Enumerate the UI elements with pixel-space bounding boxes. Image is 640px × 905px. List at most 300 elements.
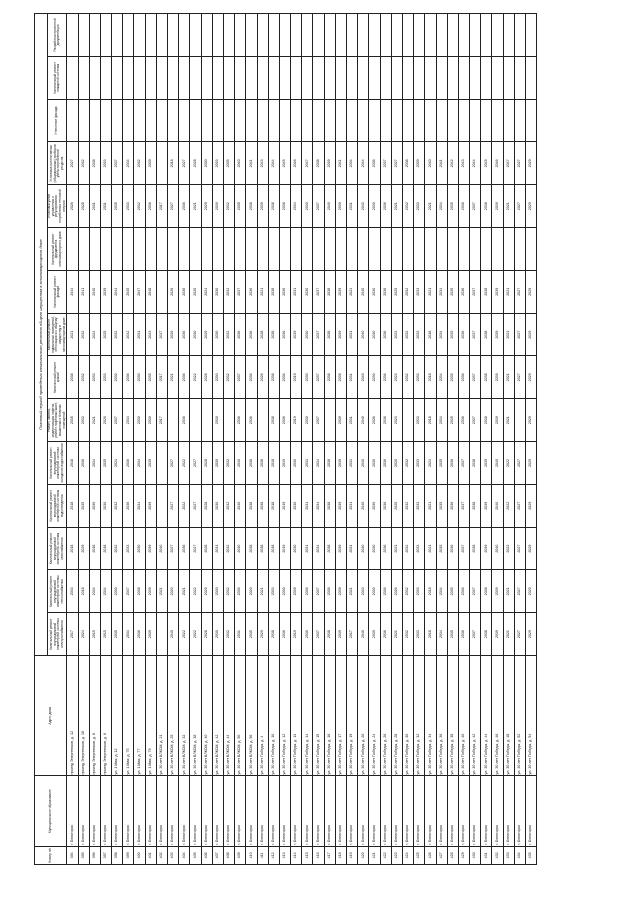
row-year-cell: 2027 — [391, 142, 402, 185]
table-row — [302, 14, 313, 865]
row-year-cell: 2041 — [436, 142, 447, 185]
row-year-cell — [391, 99, 402, 142]
row-year-cell — [324, 14, 335, 57]
row-year-cell: 2036 — [246, 356, 257, 399]
row-year-cell: 2037 — [470, 570, 481, 613]
row-year-cell — [380, 14, 391, 57]
row-year-cell: 2038 — [257, 527, 268, 570]
row-year-cell — [156, 270, 167, 313]
row-year-cell: 2022 — [179, 442, 190, 485]
row-number: 433 — [503, 846, 514, 864]
row-year-cell: 2017 — [156, 399, 167, 442]
table-row — [458, 14, 469, 865]
row-year-cell: 2034 — [313, 484, 324, 527]
row-year-cell: 2030 — [302, 399, 313, 442]
row-year-cell — [89, 228, 100, 271]
row-year-cell — [347, 56, 358, 99]
row-year-cell — [100, 56, 111, 99]
row-year-cell: 2017 — [156, 356, 167, 399]
row-year-cell: 2038 — [324, 570, 335, 613]
row-year-cell — [291, 56, 302, 99]
row-year-cell — [168, 228, 179, 271]
row-address: ул. 30 лет ВЛКСМ, д. 40 — [201, 656, 212, 776]
row-year-cell: 2030 — [369, 313, 380, 356]
row-year-cell: 2036 — [179, 270, 190, 313]
row-year-cell — [246, 99, 257, 142]
header-work-4: Капитальный ремонт внутридомовой инженерной системы водоотведения — [48, 484, 67, 527]
row-address: ул. 1 Мая, д. 77 — [134, 656, 145, 776]
row-year-cell — [335, 99, 346, 142]
row-municipality: г. Белогорск — [335, 776, 346, 846]
row-year-cell: 2036 — [302, 570, 313, 613]
row-year-cell: 2031 — [235, 613, 246, 656]
row-year-cell: 2039 — [335, 442, 346, 485]
row-year-cell: 2035 — [100, 442, 111, 485]
row-year-cell: 2032 — [112, 484, 123, 527]
row-year-cell: 2036 — [179, 313, 190, 356]
row-address: ул. 1 Мая, д. 12 — [112, 656, 123, 776]
row-year-cell: 2035 — [235, 185, 246, 228]
row-year-cell: 2036 — [279, 613, 290, 656]
row-year-cell: 2044 — [67, 270, 78, 313]
row-year-cell: 2038 — [257, 442, 268, 485]
row-address: ул. 30 лет Победы, д. 46 — [492, 656, 503, 776]
row-year-cell — [302, 228, 313, 271]
row-year-cell: 2021 — [503, 185, 514, 228]
row-year-cell — [201, 99, 212, 142]
row-year-cell: 2038 — [246, 185, 257, 228]
header-work-5: Капитальный ремонт внутридомовой инженерной системы холодного водоснабжения — [48, 442, 67, 485]
row-year-cell: 2025 — [391, 270, 402, 313]
row-number: 426 — [425, 846, 436, 864]
row-year-cell: 2037 — [313, 185, 324, 228]
row-municipality: г. Белогорск — [145, 776, 156, 846]
row-year-cell: 2034 — [123, 399, 134, 442]
row-year-cell: 2038 — [402, 142, 413, 185]
row-year-cell — [335, 56, 346, 99]
row-number: 399 — [123, 846, 134, 864]
row-year-cell — [302, 56, 313, 99]
row-year-cell — [212, 14, 223, 57]
row-municipality: г. Белогорск — [134, 776, 145, 846]
row-year-cell — [179, 14, 190, 57]
row-year-cell: 2036 — [447, 484, 458, 527]
row-year-cell: 2028 — [201, 484, 212, 527]
row-year-cell: 2031 — [347, 399, 358, 442]
row-year-cell — [324, 399, 335, 442]
row-year-cell: 2018 — [425, 399, 436, 442]
table-row — [324, 14, 335, 865]
row-year-cell: 2039 — [145, 442, 156, 485]
row-year-cell — [380, 228, 391, 271]
row-year-cell — [212, 228, 223, 271]
row-year-cell — [447, 14, 458, 57]
header-work-2: Капитальный ремонт внутридомовой инженерной системы теплоснабжения — [48, 570, 67, 613]
row-year-cell — [347, 99, 358, 142]
row-year-cell: 2027 — [168, 442, 179, 485]
table-row — [201, 14, 212, 865]
row-year-cell: 2037 — [112, 399, 123, 442]
row-year-cell: 2034 — [291, 185, 302, 228]
table-row — [447, 14, 458, 865]
row-year-cell: 2033 — [268, 570, 279, 613]
row-year-cell — [123, 14, 134, 57]
row-number: 413 — [279, 846, 290, 864]
table-row — [212, 14, 223, 865]
row-year-cell: 2026 — [168, 270, 179, 313]
row-municipality: г. Белогорск — [67, 776, 78, 846]
row-year-cell: 2030 — [302, 613, 313, 656]
row-year-cell: 2030 — [212, 484, 223, 527]
row-year-cell: 2022 — [179, 613, 190, 656]
row-year-cell: 2021 — [89, 399, 100, 442]
row-year-cell: 2021 — [112, 442, 123, 485]
row-address: проезд Энергетиков, д. 8 — [89, 656, 100, 776]
repair-schedule-table — [34, 13, 537, 865]
row-address: ул. 30 лет ВЛКСМ, д. 38 — [190, 656, 201, 776]
row-year-cell: 2035 — [447, 185, 458, 228]
row-year-cell: 2030 — [369, 442, 380, 485]
row-year-cell — [190, 228, 201, 271]
row-year-cell: 2022 — [503, 527, 514, 570]
row-year-cell — [235, 99, 246, 142]
row-year-cell — [425, 56, 436, 99]
row-year-cell — [168, 99, 179, 142]
row-year-cell: 2020 — [257, 613, 268, 656]
row-address: ул. 30 лет Победы, д. 26 — [380, 656, 391, 776]
row-year-cell: 2040 — [168, 613, 179, 656]
row-municipality: г. Белогорск — [313, 776, 324, 846]
row-year-cell: 2021 — [179, 570, 190, 613]
row-year-cell — [201, 56, 212, 99]
row-year-cell: 2037 — [313, 399, 324, 442]
row-year-cell: 2036 — [279, 356, 290, 399]
row-year-cell: 2018 — [425, 613, 436, 656]
row-municipality: г. Белогорск — [458, 776, 469, 846]
row-year-cell: 2036 — [123, 356, 134, 399]
row-year-cell — [302, 14, 313, 57]
row-year-cell: 2040 — [89, 270, 100, 313]
row-year-cell: 2036 — [179, 185, 190, 228]
row-year-cell — [313, 99, 324, 142]
row-year-cell — [190, 99, 201, 142]
row-year-cell: 2036 — [380, 613, 391, 656]
row-year-cell: 2027 — [514, 442, 525, 485]
row-year-cell: 2040 — [358, 613, 369, 656]
row-year-cell: 2044 — [470, 142, 481, 185]
row-address: ул. 30 лет ВЛКСМ, д. 42 — [212, 656, 223, 776]
row-year-cell: 2027 — [168, 185, 179, 228]
row-address: ул. 30 лет ВЛКСМ, д. 21 — [156, 656, 167, 776]
row-year-cell — [425, 99, 436, 142]
row-year-cell: 2018 — [100, 527, 111, 570]
row-year-cell: 2027 — [514, 142, 525, 185]
row-year-cell — [414, 56, 425, 99]
row-year-cell: 2035 — [447, 399, 458, 442]
row-address: ул. 30 лет Победы, д. 13 — [291, 656, 302, 776]
row-year-cell: 2030 — [369, 270, 380, 313]
row-year-cell: 2036 — [458, 270, 469, 313]
row-year-cell: 2034 — [313, 442, 324, 485]
row-year-cell: 2027 — [514, 570, 525, 613]
row-year-cell — [123, 228, 134, 271]
row-year-cell: 2038 — [324, 484, 335, 527]
row-year-cell: 2036 — [179, 399, 190, 442]
row-year-cell — [503, 99, 514, 142]
row-year-cell: 2021 — [347, 570, 358, 613]
row-year-cell: 2030 — [212, 570, 223, 613]
row-year-cell: 2027 — [179, 142, 190, 185]
row-year-cell — [526, 14, 537, 57]
row-year-cell — [447, 56, 458, 99]
row-year-cell: 2021 — [391, 185, 402, 228]
row-year-cell: 2038 — [481, 270, 492, 313]
row-year-cell: 2022 — [190, 356, 201, 399]
row-year-cell: 2034 — [134, 442, 145, 485]
row-year-cell: 2035 — [78, 484, 89, 527]
row-year-cell: 2035 — [447, 313, 458, 356]
row-year-cell: 2033 — [414, 484, 425, 527]
header-number: Номер п/п — [35, 846, 67, 864]
row-year-cell: 2040 — [235, 142, 246, 185]
header-work-10: Капитальный ремонт фундамента многоквартирного дома — [48, 228, 67, 271]
row-year-cell: 2018 — [268, 527, 279, 570]
row-year-cell: 2031 — [212, 527, 223, 570]
row-year-cell — [470, 56, 481, 99]
row-year-cell: 2045 — [279, 142, 290, 185]
row-year-cell — [503, 56, 514, 99]
row-year-cell: 2030 — [369, 570, 380, 613]
row-year-cell: 2027 — [514, 613, 525, 656]
row-year-cell: 2034 — [123, 142, 134, 185]
row-year-cell — [156, 613, 167, 656]
row-municipality: г. Белогорск — [89, 776, 100, 846]
row-year-cell: 2033 — [414, 613, 425, 656]
table-row — [145, 14, 156, 865]
row-year-cell — [391, 228, 402, 271]
row-year-cell: 2040 — [324, 185, 335, 228]
row-number: 403 — [168, 846, 179, 864]
table-row — [526, 14, 537, 865]
row-year-cell: 2036 — [380, 399, 391, 442]
table-row — [391, 14, 402, 865]
row-municipality: г. Белогорск — [470, 776, 481, 846]
table-row — [156, 14, 167, 865]
row-address: ул. 1 Мая, д. 75 — [123, 656, 134, 776]
row-year-cell: 2035 — [223, 142, 234, 185]
row-year-cell: 2039 — [492, 185, 503, 228]
row-year-cell: 2039 — [335, 185, 346, 228]
table-row — [235, 14, 246, 865]
row-year-cell: 2036 — [235, 399, 246, 442]
row-municipality: г. Белогорск — [358, 776, 369, 846]
header-work-13: Утепление фасада — [48, 99, 67, 142]
row-number: 423 — [391, 846, 402, 864]
row-year-cell: 2027 — [514, 185, 525, 228]
row-year-cell: 2036 — [458, 356, 469, 399]
row-year-cell: 2021 — [168, 356, 179, 399]
row-year-cell: 2033 — [123, 527, 134, 570]
row-year-cell: 2033 — [89, 356, 100, 399]
row-municipality: г. Белогорск — [279, 776, 290, 846]
row-year-cell: 2026 — [100, 399, 111, 442]
row-municipality: г. Белогорск — [291, 776, 302, 846]
row-year-cell: 2038 — [470, 484, 481, 527]
row-year-cell: 2031 — [134, 313, 145, 356]
row-year-cell — [425, 228, 436, 271]
row-year-cell: 2022 — [190, 570, 201, 613]
row-year-cell — [335, 14, 346, 57]
row-year-cell: 2027 — [190, 527, 201, 570]
row-year-cell: 2030 — [134, 527, 145, 570]
row-address: ул. 30 лет Победы, д. 36 — [436, 656, 447, 776]
row-year-cell — [190, 56, 201, 99]
row-year-cell — [145, 99, 156, 142]
row-year-cell: 2035 — [235, 570, 246, 613]
row-number: 422 — [380, 846, 391, 864]
row-year-cell: 2040 — [358, 484, 369, 527]
row-year-cell — [358, 99, 369, 142]
row-year-cell: 2043 — [458, 142, 469, 185]
row-year-cell: 2040 — [358, 399, 369, 442]
row-address: ул. 30 лет Победы, д. 40 — [458, 656, 469, 776]
row-year-cell: 2032 — [134, 185, 145, 228]
row-year-cell: 2037 — [470, 270, 481, 313]
row-year-cell — [168, 14, 179, 57]
row-year-cell: 2037 — [470, 399, 481, 442]
row-year-cell: 2021 — [503, 313, 514, 356]
row-number: 395 — [78, 846, 89, 864]
row-year-cell: 2039 — [145, 142, 156, 185]
row-year-cell: 2037 — [458, 527, 469, 570]
row-year-cell: 2036 — [458, 399, 469, 442]
row-year-cell: 2030 — [100, 484, 111, 527]
row-year-cell: 2032 — [223, 484, 234, 527]
row-year-cell: 2038 — [481, 399, 492, 442]
row-year-cell: 2017 — [156, 313, 167, 356]
table-row — [492, 14, 503, 865]
row-year-cell: 2024 — [89, 313, 100, 356]
row-year-cell — [503, 14, 514, 57]
row-year-cell — [402, 99, 413, 142]
row-year-cell: 2032 — [402, 527, 413, 570]
row-municipality: г. Белогорск — [302, 776, 313, 846]
row-year-cell — [134, 99, 145, 142]
row-year-cell: 2022 — [503, 442, 514, 485]
row-year-cell: 2034 — [436, 570, 447, 613]
row-year-cell: 2038 — [257, 484, 268, 527]
row-year-cell — [402, 399, 413, 442]
row-year-cell — [492, 14, 503, 57]
row-year-cell: 2027 — [190, 442, 201, 485]
row-year-cell — [78, 99, 89, 142]
row-year-cell: 2033 — [414, 570, 425, 613]
row-year-cell: 2036 — [380, 442, 391, 485]
row-year-cell: 2029 — [526, 356, 537, 399]
row-year-cell — [112, 228, 123, 271]
row-year-cell — [369, 56, 380, 99]
row-year-cell: 2026 — [67, 185, 78, 228]
row-year-cell: 2033 — [414, 399, 425, 442]
row-year-cell — [402, 56, 413, 99]
row-year-cell — [246, 14, 257, 57]
row-year-cell: 2021 — [391, 613, 402, 656]
row-year-cell: 2033 — [123, 185, 134, 228]
row-year-cell: 2033 — [414, 527, 425, 570]
header-work-12: Установка коллективных (общедомовых) приборов учета потребления ресурсов — [48, 142, 67, 185]
row-year-cell — [492, 99, 503, 142]
row-year-cell: 2021 — [503, 356, 514, 399]
row-year-cell: 2023 — [391, 399, 402, 442]
table-row — [190, 14, 201, 865]
row-year-cell: 2020 — [391, 442, 402, 485]
row-year-cell: 2026 — [391, 570, 402, 613]
row-number: 430 — [470, 846, 481, 864]
row-municipality: г. Белогорск — [514, 776, 525, 846]
row-year-cell — [156, 442, 167, 485]
row-year-cell: 2020 — [246, 570, 257, 613]
row-year-cell: 2040 — [358, 442, 369, 485]
row-year-cell: 2027 — [514, 484, 525, 527]
row-year-cell — [526, 56, 537, 99]
row-year-cell: 2038 — [67, 356, 78, 399]
row-year-cell: 2031 — [302, 484, 313, 527]
row-year-cell: 2038 — [246, 484, 257, 527]
row-year-cell: 2030 — [302, 356, 313, 399]
row-year-cell — [436, 99, 447, 142]
row-year-cell — [514, 228, 525, 271]
row-year-cell: 2036 — [380, 570, 391, 613]
row-year-cell: 2029 — [526, 442, 537, 485]
row-year-cell: 2035 — [112, 613, 123, 656]
row-municipality: г. Белогорск — [268, 776, 279, 846]
row-number: 408 — [223, 846, 234, 864]
row-year-cell — [347, 228, 358, 271]
row-year-cell: 2026 — [168, 313, 179, 356]
table-row — [89, 14, 100, 865]
row-year-cell — [324, 228, 335, 271]
row-year-cell: 2030 — [369, 527, 380, 570]
row-year-cell: 2036 — [279, 185, 290, 228]
row-year-cell: 2037 — [458, 442, 469, 485]
row-year-cell: 2018 — [268, 442, 279, 485]
row-year-cell: 2036 — [447, 527, 458, 570]
row-year-cell: 2029 — [526, 399, 537, 442]
row-year-cell: 2038 — [268, 613, 279, 656]
row-year-cell — [257, 99, 268, 142]
table-row — [291, 14, 302, 865]
row-year-cell: 2039 — [324, 142, 335, 185]
row-year-cell: 2036 — [279, 399, 290, 442]
row-year-cell: 2021 — [190, 185, 201, 228]
row-year-cell: 2024 — [347, 270, 358, 313]
table-row — [335, 14, 346, 865]
row-year-cell: 2021 — [257, 570, 268, 613]
row-number: 407 — [212, 846, 223, 864]
row-municipality: г. Белогорск — [235, 776, 246, 846]
row-year-cell: 2026 — [257, 356, 268, 399]
row-year-cell: 2040 — [235, 484, 246, 527]
row-year-cell: 2036 — [458, 570, 469, 613]
row-year-cell — [380, 56, 391, 99]
row-address: ул. 30 лет Победы, д. 14 — [302, 656, 313, 776]
row-year-cell: 2039 — [492, 356, 503, 399]
row-year-cell — [89, 56, 100, 99]
row-year-cell: 2034 — [436, 613, 447, 656]
table-row — [179, 14, 190, 865]
row-year-cell — [78, 14, 89, 57]
row-year-cell: 2039 — [335, 570, 346, 613]
